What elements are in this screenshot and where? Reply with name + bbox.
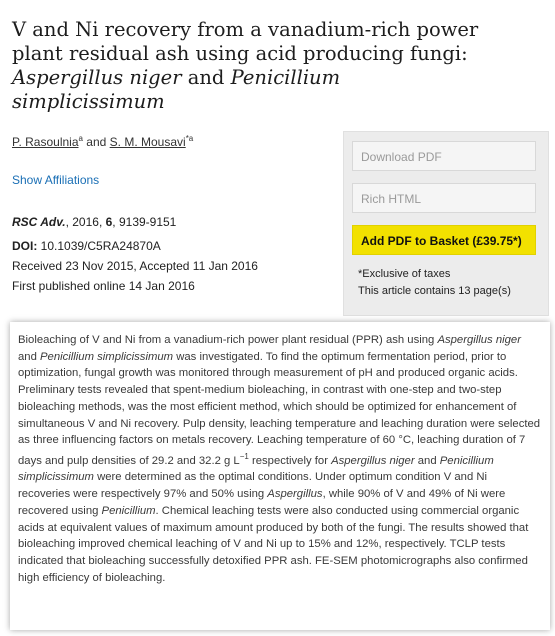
citation-line xyxy=(12,215,176,229)
doi-label: DOI: xyxy=(12,239,38,253)
doi-value[interactable]: 10.1039/C5RA24870A xyxy=(37,239,161,253)
authors-and: and xyxy=(82,135,110,149)
abstract-organism: Penicillium xyxy=(101,504,156,517)
abstract-panel xyxy=(10,322,550,630)
page-count-note: This article contains 13 page(s) xyxy=(358,285,511,297)
abstract-segment: was investigated. To find the optimum fermentation period, prior to optimization, fungal growth was monitored through measurement of pH and produced organic acids. Preliminary tests revealed that spent-medium bioleaching, in contrast with one-step and two-step bioleaching methods, was the most efficient method, which should be optimized for enhancement of simultaneous V and Ni recovery. Pulp density, leaching temperature and leaching duration were selected as three influencing factors on metals recovery. Leaching temperature of 60 °C, leaching duration of 7 days and pulp densities of 29.2 and 32.2 g L xyxy=(18,350,541,467)
abstract-organism: Penicillium simplicissimum xyxy=(40,350,174,363)
add-pdf-to-basket-button[interactable]: Add PDF to Basket (£39.75*) xyxy=(352,225,536,255)
abstract-superscript: −1 xyxy=(239,451,249,461)
author-link-mousavi[interactable]: S. M. Mousavi xyxy=(109,135,186,149)
abstract-segment: and xyxy=(414,454,440,467)
title-organism-1: Aspergillus niger xyxy=(12,66,182,89)
download-pdf-button[interactable]: Download PDF xyxy=(352,141,536,171)
tax-note: *Exclusive of taxes xyxy=(358,268,451,280)
author-affiliation-mark: a xyxy=(78,134,83,143)
title-organism-2b: simplicissimum xyxy=(12,90,165,113)
received-dates: Received 23 Nov 2015, Accepted 11 Jan 2016 xyxy=(12,259,258,273)
abstract-segment: were determined as the optimal conditions. Under optimum condition V and Ni recoveries were respectively 97% and 50% using xyxy=(18,471,488,501)
abstract-organism: Aspergillus xyxy=(267,488,323,501)
abstract-segment: Bioleaching of V and Ni from a vanadium-rich power plant residual (PPR) ash using xyxy=(18,334,438,346)
citation-volume: 6 xyxy=(105,215,113,229)
title-line-2: plant residual ash using acid producing fungi: xyxy=(12,42,468,65)
title-and: and xyxy=(181,66,231,89)
abstract-organism: Penicillium simplicissimum xyxy=(18,454,494,484)
abstract-segment: . Chemical leaching tests were also conducted using commercial organic acids at equivalent values of maximum amount produced by both of the fungi. The results showed that bioleaching improved chemical leaching of V and Ni up to 15% and 12%, respectively. TCLP tests indicated that bioleaching successfully detoxified PPR ash. FE-SEM photomicrographs also confirmed high efficiency of bioleaching. xyxy=(18,504,529,584)
author-affiliation-mark: *a xyxy=(185,134,194,143)
rich-html-button[interactable]: Rich HTML xyxy=(352,183,536,213)
abstract-segment: , while 90% of V and 49% of Ni were recovered using xyxy=(18,488,506,517)
author-link-rasoulnia[interactable]: P. Rasoulnia xyxy=(12,135,79,149)
abstract-text xyxy=(18,332,542,586)
citation-year: , 2016, xyxy=(65,215,106,229)
published-date: First published online 14 Jan 2016 xyxy=(12,279,195,293)
show-affiliations-link[interactable]: Show Affiliations xyxy=(12,173,100,187)
author-list xyxy=(12,134,193,149)
abstract-organism: Aspergillus niger xyxy=(331,454,415,467)
citation-pages: , 9139-9151 xyxy=(112,215,177,229)
doi-line xyxy=(12,239,161,253)
journal-name: RSC Adv. xyxy=(12,215,66,229)
title-line-1: V and Ni recovery from a vanadium-rich power xyxy=(12,18,479,41)
purchase-panel xyxy=(343,131,549,316)
abstract-segment: and xyxy=(18,350,40,363)
title-organism-2a: Penicillium xyxy=(230,66,341,89)
abstract-segment: respectively for xyxy=(248,454,332,467)
abstract-organism: Aspergillus niger xyxy=(437,334,521,346)
article-title xyxy=(12,18,542,114)
